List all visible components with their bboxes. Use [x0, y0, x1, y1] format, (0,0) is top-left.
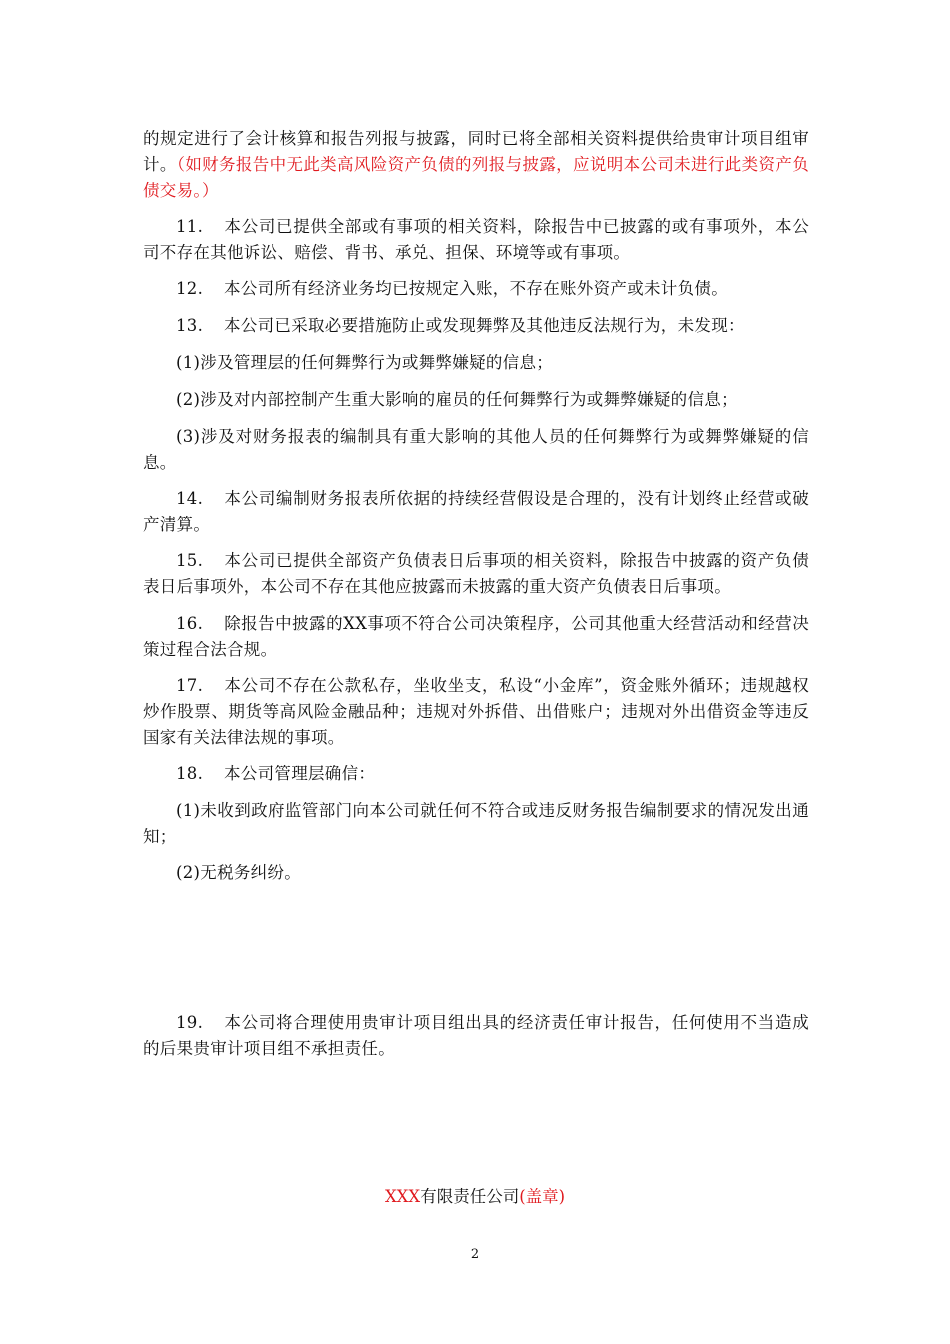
item-13-sub-1: (1)涉及管理层的任何舞弊行为或舞弊嫌疑的信息； — [176, 353, 554, 372]
item-14-text: 本公司编制财务报表所依据的持续经营假设是合理的，没有计划终止经营或破产清算。 — [143, 489, 809, 534]
item-12-number: 12. — [176, 279, 204, 298]
item-13 — [143, 313, 809, 339]
page-number: 2 — [470, 1247, 480, 1262]
item-18 — [143, 761, 809, 787]
item-11 — [143, 214, 809, 266]
item-16 — [143, 611, 809, 663]
item-19-number: 19. — [176, 1013, 204, 1032]
company-name: 有限责任公司 — [420, 1187, 520, 1206]
item-13-sub-3: (3)涉及对财务报表的编制具有重大影响的其他人员的任何舞弊行为或舞弊嫌疑的信息。 — [143, 427, 809, 472]
item-13-sub-2: (2)涉及对内部控制产生重大影响的雇员的任何舞弊行为或舞弊嫌疑的信息； — [176, 390, 738, 409]
company-prefix: XXX — [384, 1187, 421, 1206]
item-12-text: 本公司所有经济业务均已按规定入账，不存在账外资产或未计负债。 — [224, 279, 728, 298]
item-12 — [143, 276, 809, 302]
paragraph-10-red-note: （如财务报告中无此类高风险资产负债的列报与披露，应说明本公司未进行此类资产负债交易。） — [143, 155, 809, 200]
item-15-number: 15. — [176, 551, 204, 570]
item-11-number: 11. — [176, 217, 204, 236]
item-18-text: 本公司管理层确信： — [224, 764, 376, 783]
item-14 — [143, 486, 809, 538]
item-13-number: 13. — [176, 316, 204, 335]
item-16-number: 16. — [176, 614, 204, 633]
company-signature — [0, 1184, 950, 1210]
item-19-text: 本公司将合理使用贵审计项目组出具的经济责任审计报告，任何使用不当造成的后果贵审计项目组不承担责任。 — [143, 1013, 809, 1058]
seal-note: (盖章) — [519, 1187, 566, 1206]
paragraph-10-text: 的规定进行了会计核算和报告列报与披露，同时已将全部相关资料提供给贵审计项目组审计。 — [143, 129, 809, 174]
item-19 — [143, 1010, 809, 1062]
item-18-sub-2: (2)无税务纠纷。 — [176, 863, 302, 882]
item-11-text: 本公司已提供全部或有事项的相关资料，除报告中已披露的或有事项外，本公司不存在其他诉讼、赔偿、背书、承兑、担保、环境等或有事项。 — [143, 217, 809, 262]
item-13-text: 本公司已采取必要措施防止或发现舞弊及其他违反法规行为，未发现： — [224, 316, 745, 335]
item-14-number: 14. — [176, 489, 204, 508]
item-15-text: 本公司已提供全部资产负债表日后事项的相关资料，除报告中披露的资产负债表日后事项外，本公司不存在其他应披露而未披露的重大资产负债表日后事项。 — [143, 551, 809, 596]
item-18-number: 18. — [176, 764, 204, 783]
item-17-number: 17. — [176, 676, 204, 695]
paragraph-10-continued — [143, 126, 809, 204]
item-18-sub-1: (1)未收到政府监管部门向本公司就任何不符合或违反财务报告编制要求的情况发出通知； — [143, 801, 809, 846]
item-17-text: 本公司不存在公款私存，坐收坐支，私设“小金库”，资金账外循环；违规越权炒作股票、期货等高风险金融品种；违规对外拆借、出借账户；违规对外出借资金等违反国家有关法律法规的事项。 — [143, 676, 809, 747]
item-16-text: 除报告中披露的XX事项不符合公司决策程序，公司其他重大经营活动和经营决策过程合法合规。 — [143, 614, 809, 659]
item-17 — [143, 673, 809, 751]
item-15 — [143, 548, 809, 600]
